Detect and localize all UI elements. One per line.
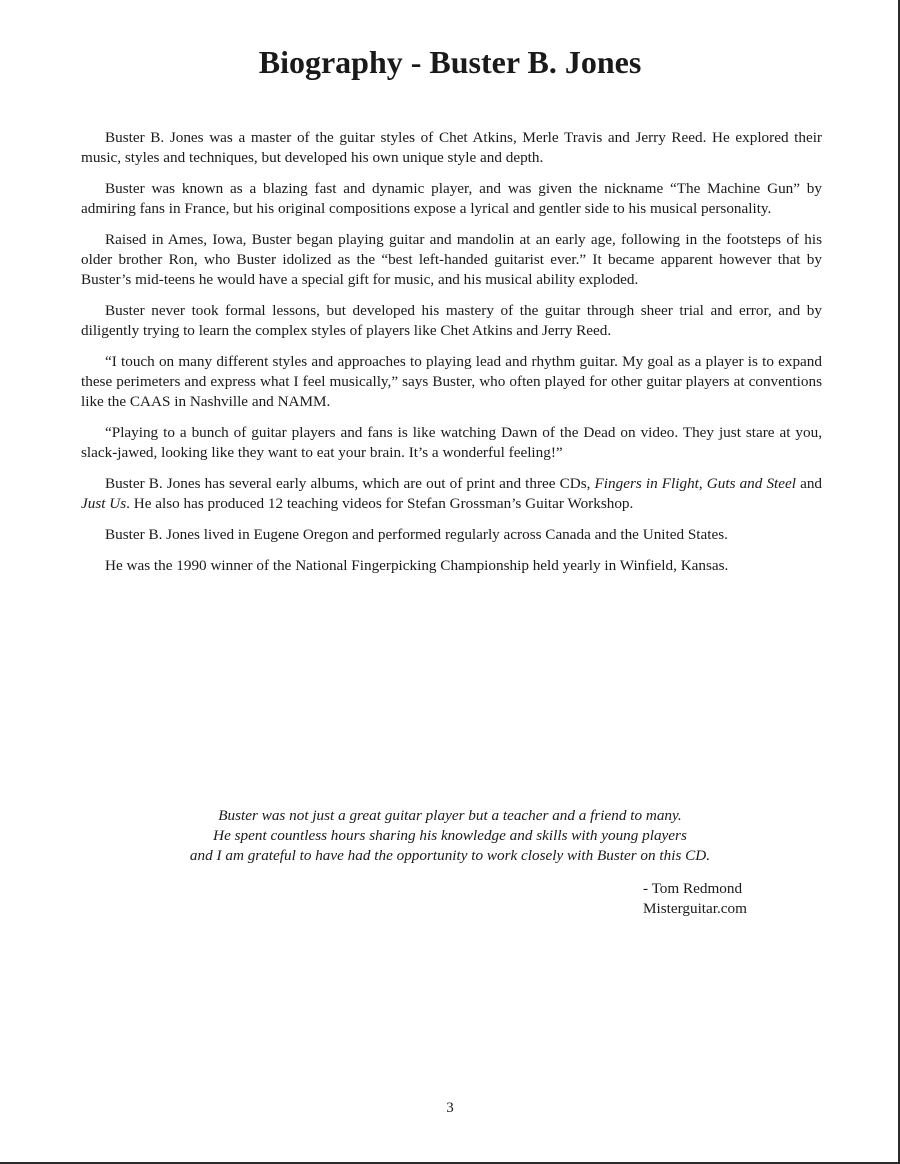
album-title: Fingers in Flight — [594, 475, 699, 492]
body-paragraph — [81, 128, 822, 168]
paragraph-text: He was the 1990 winner of the National Fingerpicking Championship held yearly in Winfield, Kansas. — [105, 557, 729, 574]
body-paragraph — [81, 179, 822, 219]
album-title: Guts and Steel — [706, 475, 796, 492]
paragraph-text: and — [795, 475, 823, 492]
quote-line: Buster was not just a great guitar player but a teacher and a friend to many. — [218, 807, 682, 824]
body-paragraph — [81, 525, 822, 545]
biography-body — [81, 128, 822, 587]
album-title: Just Us — [81, 495, 127, 512]
paragraph-text: Buster never took formal lessons, but developed his mastery of the guitar through sheer trial and error, and by diligently trying to learn the complex styles of players like Chet Atkins and Jerry Reed. — [81, 302, 822, 339]
paragraph-text: . He also has produced 12 teaching videos for Stefan Grossman’s Guitar Workshop. — [126, 495, 634, 512]
quote-line: He spent countless hours sharing his knowledge and skills with young players — [213, 827, 687, 844]
paragraph-text: Buster B. Jones has several early albums, which are out of print and three CDs, — [105, 475, 595, 492]
page-number: 3 — [446, 1100, 454, 1116]
quote-line: and I am grateful to have had the opportunity to work closely with Buster on this CD. — [189, 847, 711, 864]
paragraph-text: , — [698, 475, 707, 492]
signature-block — [643, 879, 843, 919]
body-paragraph — [81, 352, 822, 412]
paragraph-text: Buster B. Jones lived in Eugene Oregon and performed regularly across Canada and the United States. — [105, 526, 728, 543]
paragraph-text: Buster was known as a blazing fast and dynamic player, and was given the nickname “The Machine Gun” by admiring fans in France, but his original compositions expose a lyrical and gentler side to his musical personality. — [81, 180, 822, 217]
signature-website: Misterguitar.com — [643, 900, 747, 917]
body-paragraph — [81, 301, 822, 341]
paragraph-text: Buster B. Jones was a master of the guitar styles of Chet Atkins, Merle Travis and Jerry Reed. He explored their music, styles and techniques, but developed his own unique style and depth. — [81, 129, 822, 166]
tribute-quote — [0, 806, 900, 866]
body-paragraph — [81, 474, 822, 514]
body-paragraph — [81, 423, 822, 463]
page-title: Biography - Buster B. Jones — [258, 44, 642, 80]
paragraph-text: “I touch on many different styles and approaches to playing lead and rhythm guitar. My goal as a player is to expand these perimeters and express what I feel musically,” says Buster, who often played for other guitar players at conventions like the CAAS in Nashville and NAMM. — [81, 353, 822, 410]
signature-name: - Tom Redmond — [643, 880, 743, 897]
paragraph-text: “Playing to a bunch of guitar players and fans is like watching Dawn of the Dead on video. They just stare at you, slack-jawed, looking like they want to eat your brain. It’s a wonderful feeling!” — [81, 424, 822, 461]
paragraph-text: Raised in Ames, Iowa, Buster began playing guitar and mandolin at an early age, following in the footsteps of his older brother Ron, who Buster idolized as the “best left-handed guitarist ever.” It became apparent however that by Buster’s mid-teens he would have a special gift for music, and his musical ability exploded. — [81, 231, 822, 288]
body-paragraph — [81, 230, 822, 290]
body-paragraph — [81, 556, 822, 576]
